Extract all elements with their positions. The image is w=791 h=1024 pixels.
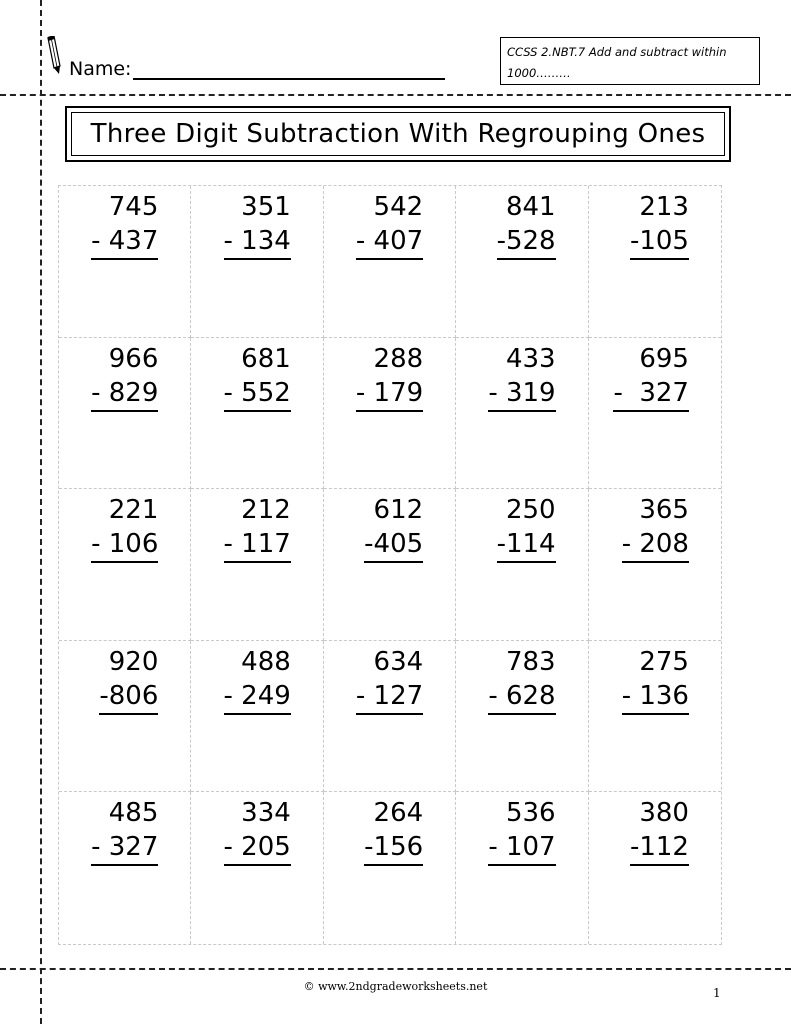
minuend: 488 (241, 646, 291, 677)
problem-cell[interactable] (191, 489, 323, 641)
problem-cell[interactable] (589, 489, 721, 641)
subtraction-problem (613, 342, 689, 412)
name-label: Name: (69, 58, 132, 80)
subtraction-problem (99, 645, 158, 715)
subtraction-problem (224, 190, 291, 260)
standard-box: CCSS 2.NBT.7 Add and subtract within 1000……… (500, 37, 760, 85)
subtrahend: - 327 (91, 830, 158, 866)
subtrahend: - 107 (488, 830, 555, 866)
minuend: 783 (505, 646, 556, 677)
subtraction-problem (630, 190, 689, 260)
minuend: 221 (108, 495, 159, 526)
subtrahend: -156 (364, 830, 423, 866)
minuend: 681 (241, 343, 291, 374)
subtrahend: - 179 (356, 376, 423, 412)
minuend: 634 (373, 646, 424, 677)
problem-cell[interactable] (59, 186, 191, 338)
subtraction-problem (630, 796, 689, 866)
minuend: 380 (639, 798, 689, 829)
page-number: 1 (713, 986, 721, 1000)
problem-cell[interactable] (589, 186, 721, 338)
name-field[interactable] (69, 58, 445, 80)
problem-cell[interactable] (59, 338, 191, 490)
page-title: Three Digit Subtraction With Regrouping Ones (71, 112, 725, 156)
subtrahend: - 552 (224, 376, 291, 412)
name-blank-line[interactable] (133, 60, 445, 80)
subtraction-problem (356, 645, 423, 715)
pencil-icon (46, 36, 62, 76)
subtrahend: - 127 (356, 679, 423, 715)
subtrahend: -114 (497, 527, 556, 563)
minuend: 334 (241, 798, 291, 829)
minuend: 745 (108, 192, 159, 222)
subtraction-problem (91, 796, 158, 866)
problem-cell[interactable] (324, 186, 456, 338)
subtrahend: -105 (630, 224, 689, 260)
subtrahend: - 628 (488, 679, 555, 715)
problem-cell[interactable] (324, 792, 456, 944)
minuend: 612 (373, 495, 424, 526)
problem-grid (58, 185, 722, 945)
subtrahend: -806 (99, 679, 158, 715)
problem-cell[interactable] (59, 792, 191, 944)
subtraction-problem (91, 190, 158, 260)
title-box (65, 106, 731, 162)
minuend: 288 (373, 343, 424, 374)
subtrahend: - 437 (91, 224, 158, 260)
subtrahend: -405 (364, 527, 423, 563)
minuend: 966 (108, 343, 159, 374)
subtraction-problem (91, 493, 158, 563)
subtraction-problem (488, 796, 555, 866)
minuend: 433 (505, 343, 556, 374)
minuend: 536 (505, 798, 556, 829)
problem-cell[interactable] (191, 338, 323, 490)
subtraction-problem (224, 493, 291, 563)
problem-cell[interactable] (324, 338, 456, 490)
footer-copyright: © www.2ndgradeworksheets.net (303, 980, 488, 993)
minuend: 542 (373, 192, 424, 222)
subtrahend: - 327 (613, 376, 689, 412)
subtrahend: - 117 (224, 527, 291, 563)
minuend: 365 (639, 495, 689, 526)
subtraction-problem (488, 342, 555, 412)
problem-cell[interactable] (589, 641, 721, 793)
minuend: 213 (639, 192, 689, 222)
problem-cell[interactable] (324, 489, 456, 641)
top-cut-guide (0, 94, 791, 96)
problem-cell[interactable] (59, 489, 191, 641)
minuend: 264 (373, 798, 424, 829)
minuend: 485 (108, 798, 159, 829)
problem-cell[interactable] (456, 641, 588, 793)
minuend: 351 (241, 192, 291, 222)
subtraction-problem (356, 342, 423, 412)
problem-cell[interactable] (456, 338, 588, 490)
problem-cell[interactable] (456, 186, 588, 338)
problem-cell[interactable] (324, 641, 456, 793)
problem-cell[interactable] (191, 641, 323, 793)
problem-cell[interactable] (589, 338, 721, 490)
subtrahend: -528 (497, 224, 556, 260)
minuend: 841 (505, 192, 556, 222)
subtrahend: - 106 (91, 527, 158, 563)
subtrahend: - 205 (224, 830, 291, 866)
minuend: 212 (241, 495, 291, 526)
problem-cell[interactable] (191, 186, 323, 338)
subtraction-problem (497, 190, 556, 260)
subtraction-problem (224, 796, 291, 866)
problem-cell[interactable] (191, 792, 323, 944)
minuend: 695 (639, 343, 689, 374)
subtraction-problem (224, 645, 291, 715)
subtraction-problem (488, 645, 555, 715)
subtraction-problem (364, 493, 423, 563)
problem-cell[interactable] (59, 641, 191, 793)
bottom-cut-guide (0, 968, 791, 970)
subtrahend: - 319 (488, 376, 555, 412)
subtrahend: - 829 (91, 376, 158, 412)
subtraction-problem (622, 493, 689, 563)
minuend: 275 (639, 646, 689, 677)
vertical-cut-guide (40, 0, 42, 1024)
subtrahend: - 249 (224, 679, 291, 715)
minuend: 250 (505, 495, 556, 526)
subtraction-problem (497, 493, 556, 563)
subtrahend: -112 (630, 830, 689, 866)
subtraction-problem (91, 342, 158, 412)
problem-cell[interactable] (456, 489, 588, 641)
subtraction-problem (224, 342, 291, 412)
subtrahend: - 208 (622, 527, 689, 563)
problem-cell[interactable] (589, 792, 721, 944)
subtrahend: - 134 (224, 224, 291, 260)
subtraction-problem (364, 796, 423, 866)
subtrahend: - 407 (356, 224, 423, 260)
problem-cell[interactable] (456, 792, 588, 944)
subtraction-problem (356, 190, 423, 260)
subtrahend: - 136 (622, 679, 689, 715)
subtraction-problem (622, 645, 689, 715)
minuend: 920 (108, 646, 159, 677)
